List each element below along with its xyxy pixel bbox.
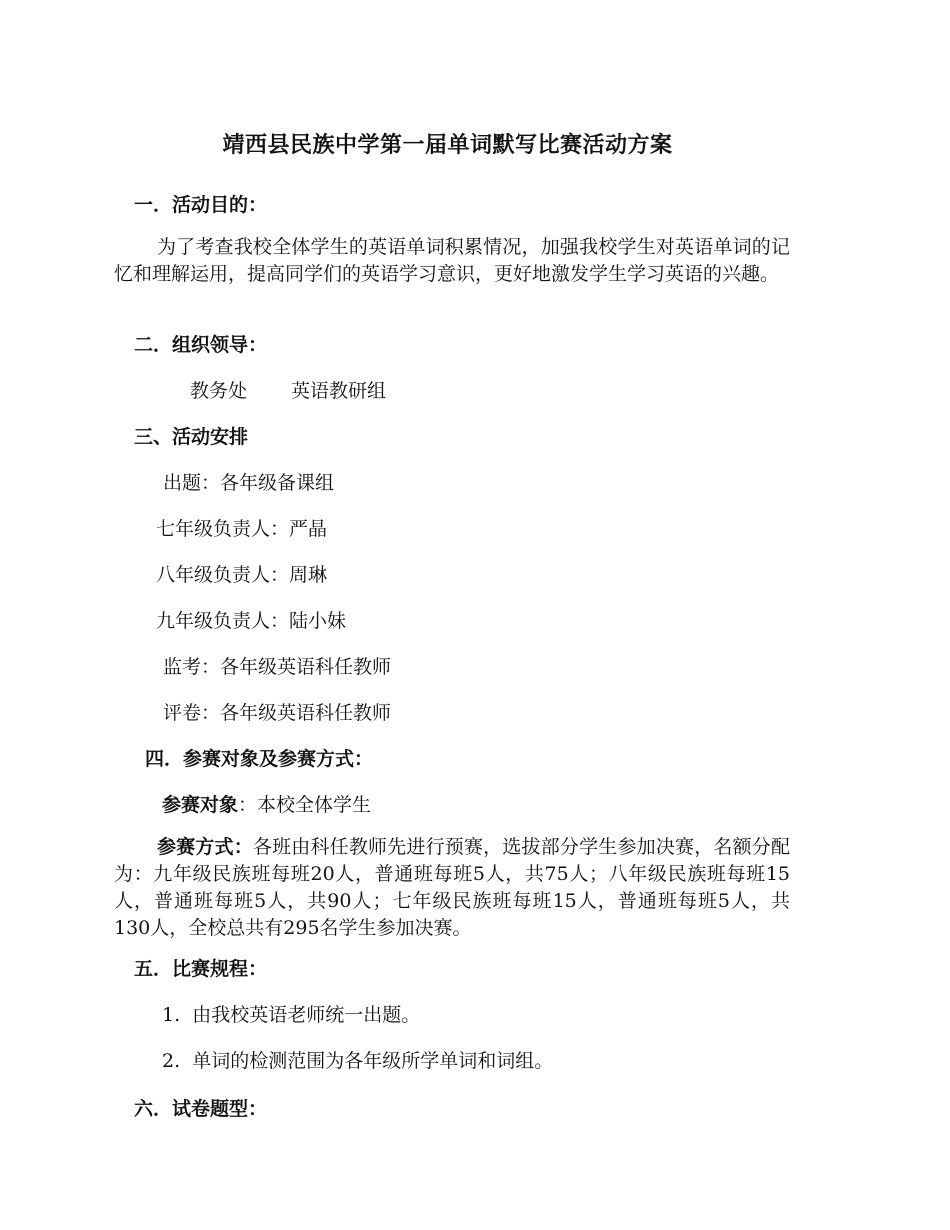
section-heading-arrangement: 三、活动安排 <box>134 426 249 448</box>
rule-item: 1. 由我校英语老师统一出题。 <box>162 1004 421 1026</box>
arrangement-item: 监考：各年级英语科任教师 <box>163 656 392 678</box>
arrangement-item: 九年级负责人：陆小妹 <box>156 610 347 632</box>
participation-method-paragraph <box>114 834 790 942</box>
section-heading-question-types: 六．试卷题型： <box>134 1098 268 1120</box>
arrangement-item: 八年级负责人：周琳 <box>156 564 328 586</box>
leadership-orgs <box>190 376 386 403</box>
section-heading-purpose: 一．活动目的： <box>134 194 268 216</box>
section-heading-leadership: 二．组织领导： <box>134 334 268 356</box>
purpose-paragraph: 为了考查我校全体学生的英语单词积累情况，加强我校学生对英语单词的记忆和理解运用，提高同学们的英语学习意识，更好地激发学生学习英语的兴趣。 <box>114 236 790 285</box>
participants-target-label: 参赛对象 <box>162 794 239 816</box>
arrangement-item: 七年级负责人：严晶 <box>156 518 328 540</box>
arrangement-item: 出题：各年级备课组 <box>163 472 335 494</box>
section-heading-rules: 五．比赛规程： <box>134 958 268 980</box>
document-title: 靖西县民族中学第一届单词默写比赛活动方案 <box>222 133 673 158</box>
arrangement-item: 评卷：各年级英语科任教师 <box>163 702 392 724</box>
org-academic-affairs: 教务处 <box>190 380 248 402</box>
participation-method-text: 各班由科任教师先进行预赛，选拔部分学生参加决赛，名额分配为：九年级民族班每班20人，普通班每班5人，共75人；八年级民族班每班15人，普通班每班5人，共90人；七年级民族班每班15人，普通班每班5人，共130人，全校总共有295名学生参加决赛。 <box>114 836 790 939</box>
section-heading-participants: 四．参赛对象及参赛方式： <box>145 748 374 770</box>
participants-target-value: ：本校全体学生 <box>238 794 372 816</box>
rule-item: 2. 单词的检测范围为各年级所学单词和词组。 <box>162 1050 554 1072</box>
participants-target <box>162 790 371 817</box>
participation-method-label: 参赛方式： <box>157 836 253 858</box>
org-english-group: 英语教研组 <box>291 380 387 402</box>
